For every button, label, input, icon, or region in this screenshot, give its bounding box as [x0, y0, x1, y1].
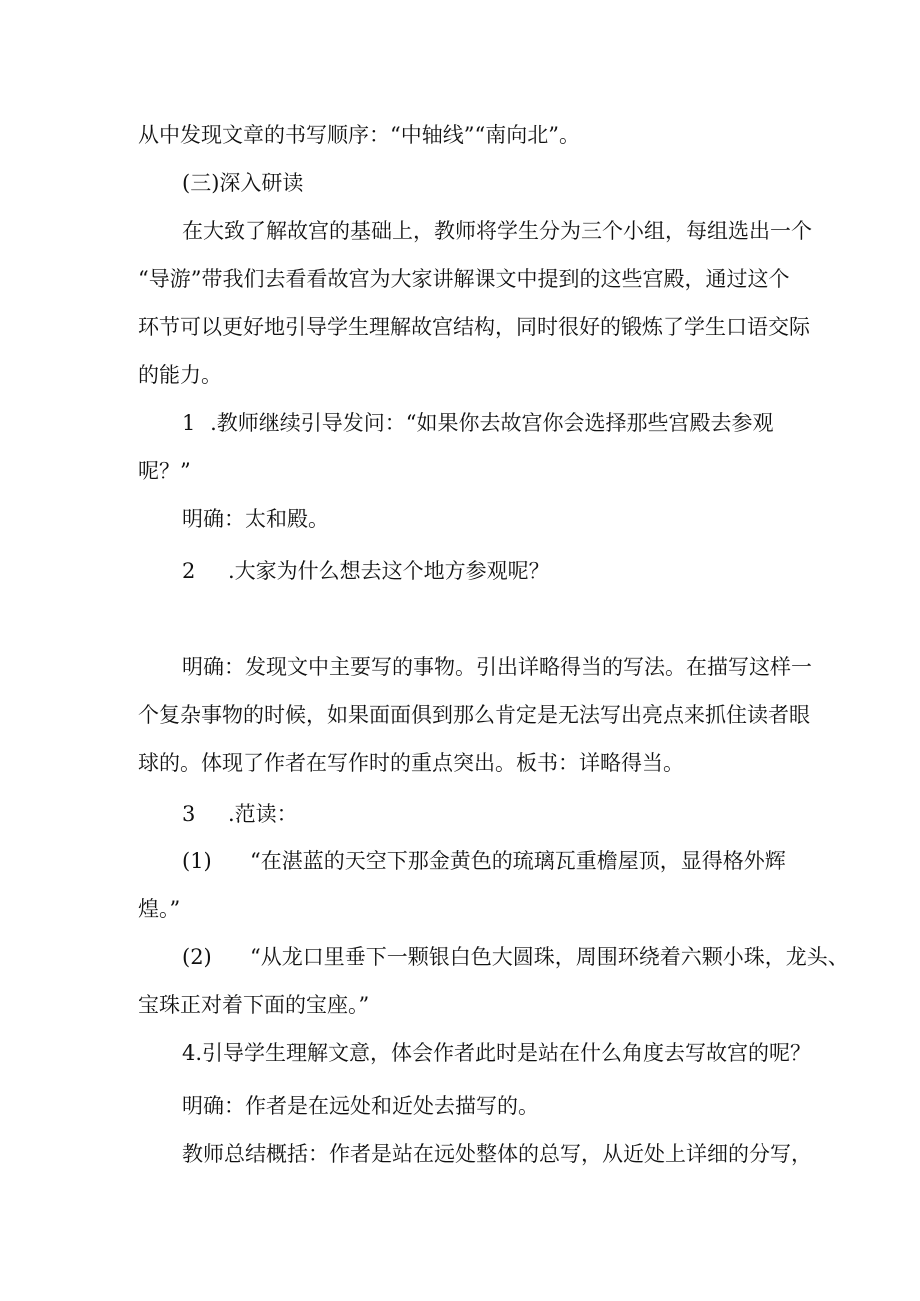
item-number: 3 — [182, 802, 196, 826]
item-text: .大家为什么想去这个地方参观呢？ — [228, 559, 550, 583]
item-1-line-2: 呢？” — [138, 459, 191, 483]
answer-perspective: 明确：作者是在远处和近处去描写的。 — [182, 1094, 539, 1118]
section-heading: (三)深入研读 — [182, 171, 304, 195]
para-guide-line-2: “导游”带我们去看看故宫为大家讲解课文中提到的这些宫殿，通过这个 — [138, 267, 790, 291]
quote-1-line-1 — [0, 846, 920, 876]
quote-text: “在湛蓝的天空下那金黄色的琉璃瓦重檐屋顶，显得格外辉 — [250, 849, 786, 873]
quote-text: “从龙口里垂下一颗银白色大圆珠，周围环绕着六颗小珠，龙头、 — [250, 945, 849, 969]
item-1-line-1 — [0, 408, 920, 438]
para-guide-line-4: 的能力。 — [138, 363, 222, 387]
quote-1-line-2: 煌。” — [138, 897, 181, 921]
para-guide-line-1: 在大致了解故宫的基础上，教师将学生分为三个小组，每组选出一个 — [182, 219, 812, 243]
answer-line-3: 球的。体现了作者在写作时的重点突出。板书：详略得当。 — [138, 751, 684, 775]
teacher-summary: 教师总结概括：作者是站在远处整体的总写，从近处上详细的分写， — [182, 1142, 812, 1166]
answer-taihe: 明确：太和殿。 — [182, 507, 329, 531]
quote-number: (1) — [182, 849, 212, 873]
item-2 — [0, 556, 920, 586]
item-number: 2 — [182, 559, 196, 583]
para-reading-order: 从中发现文章的书写顺序：“中轴线”“南向北”。 — [138, 123, 580, 147]
quote-2-line-2: 宝珠正对着下面的宝座。” — [138, 993, 370, 1017]
para-guide-line-3: 环节可以更好地引导学生理解故宫结构，同时很好的锻炼了学生口语交际 — [138, 315, 810, 339]
item-text: .教师继续引导发问：“如果你去故宫你会选择那些宫殿去参观 — [210, 411, 774, 435]
quote-2-line-1 — [0, 942, 920, 972]
item-4: 4.引导学生理解文意，体会作者此时是站在什么角度去写故宫的呢？ — [182, 1041, 812, 1065]
answer-line-1: 明确：发现文中主要写的事物。引出详略得当的写法。在描写这样一 — [182, 655, 812, 679]
item-number: 1 — [182, 411, 196, 435]
quote-number: (2) — [182, 945, 212, 969]
item-3 — [0, 799, 920, 829]
answer-line-2: 个复杂事物的时候，如果面面俱到那么肯定是无法写出亮点来抓住读者眼 — [138, 703, 810, 727]
item-text: .范读： — [228, 802, 298, 826]
